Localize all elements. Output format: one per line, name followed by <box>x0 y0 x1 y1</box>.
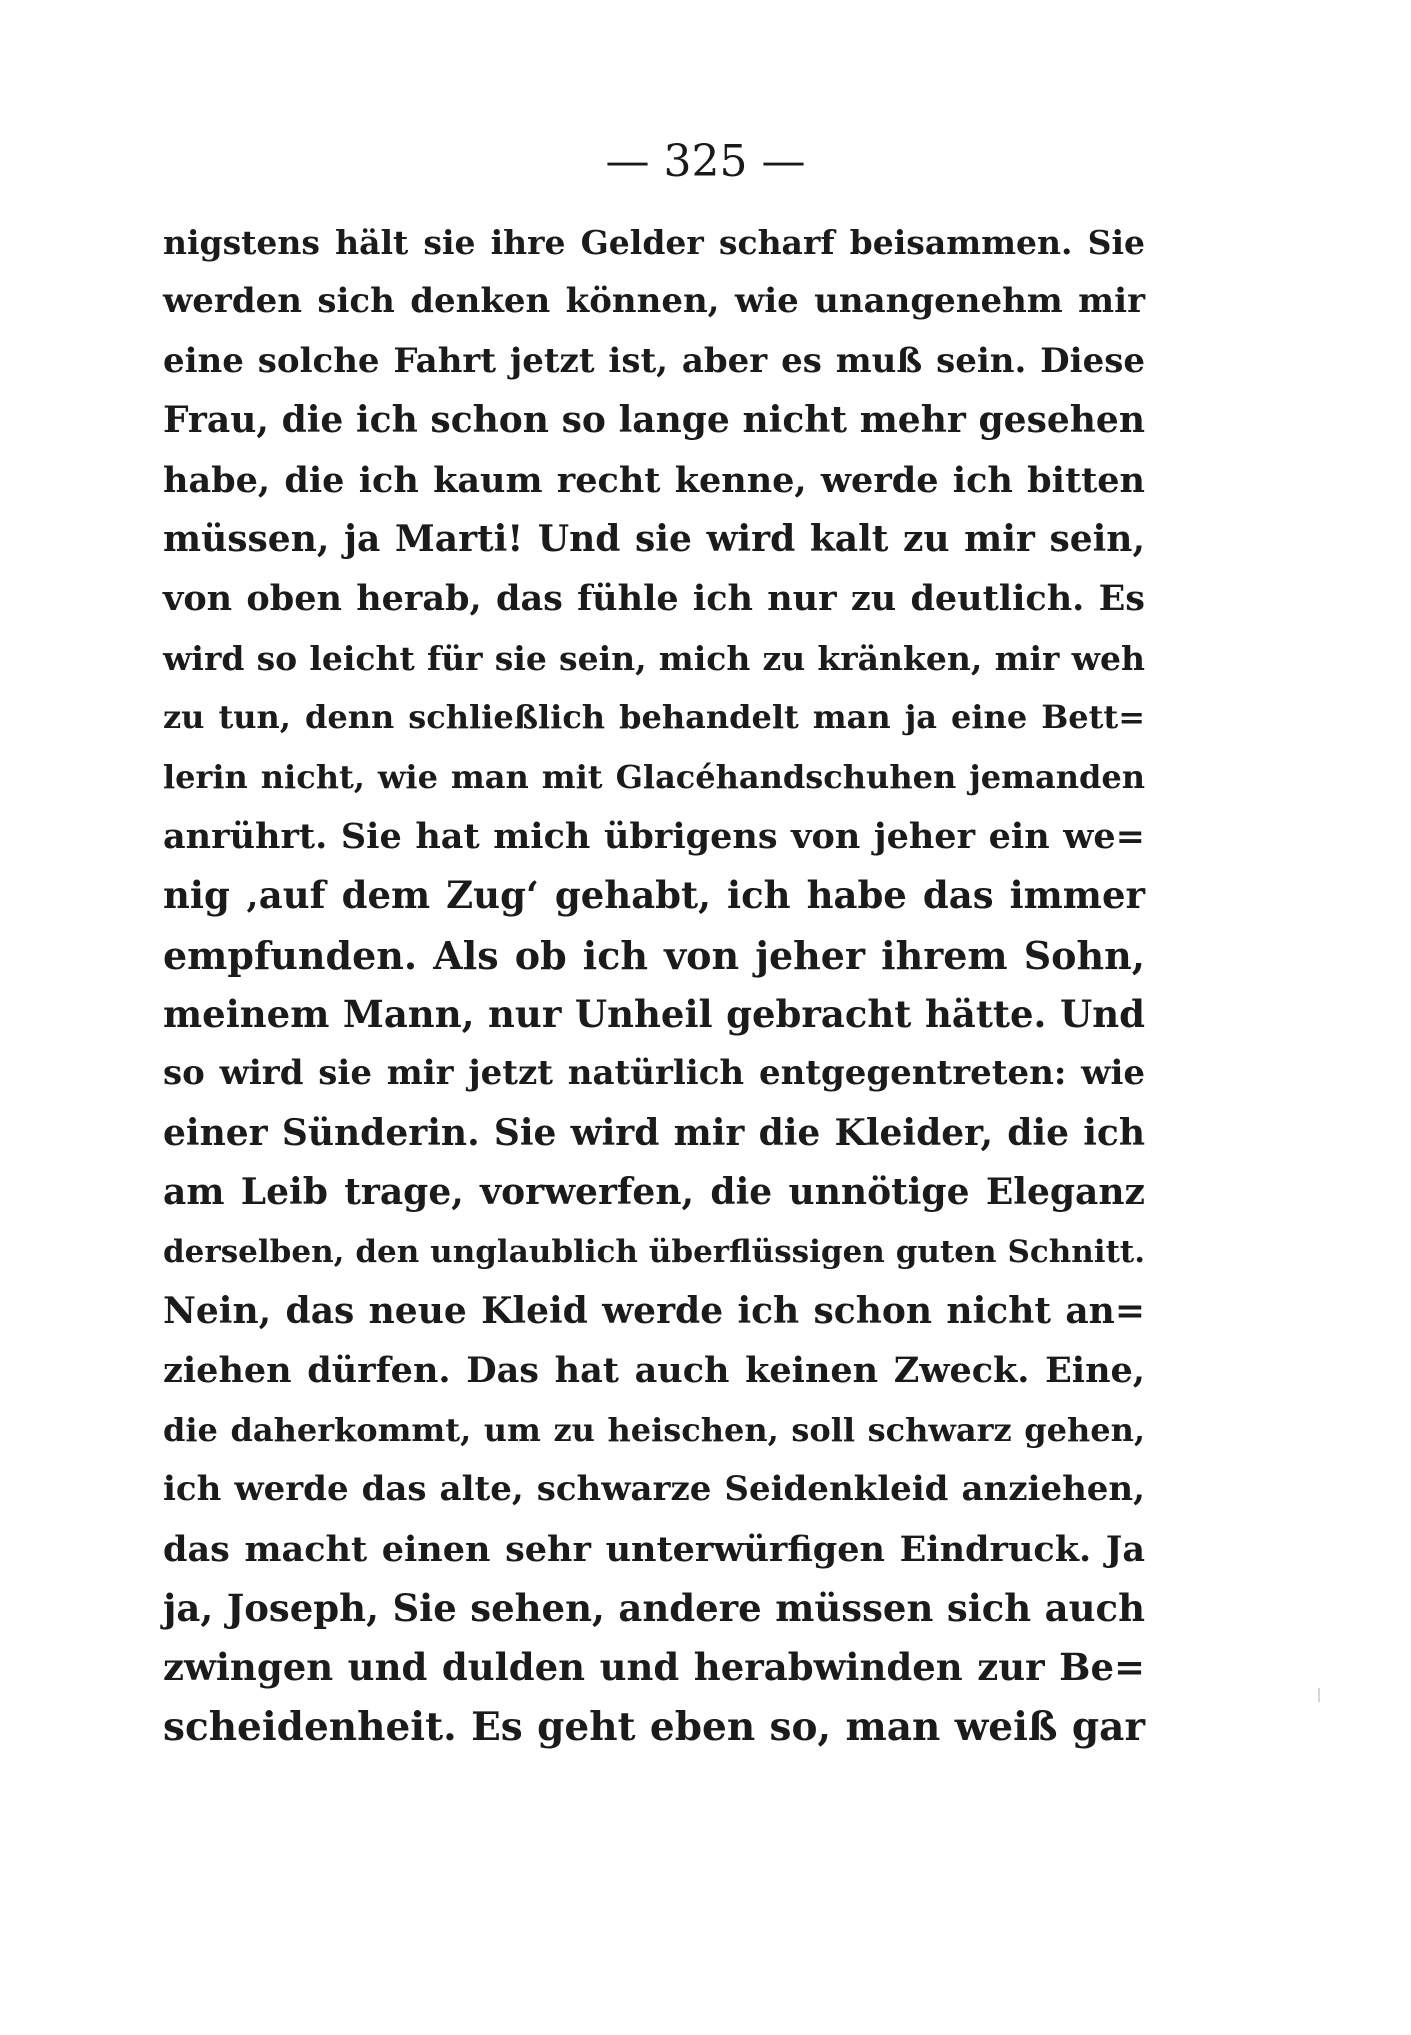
text-line: nig ‚auf dem Zug‘ gehabt, ich habe das immer <box>163 873 1145 918</box>
text-line: scheidenheit. Es geht eben so, man weiß gar <box>163 1703 1145 1750</box>
text-line: ich werde das alte, schwarze Seidenkleid anziehen, <box>163 1469 1145 1510</box>
text-line: anrührt. Sie hat mich übrigens von jeher ein we= <box>163 815 1145 857</box>
text-line: die daherkommt, um zu heischen, soll schwarz gehen, <box>163 1410 1145 1449</box>
text-line: wird so leicht für sie sein, mich zu kränken, mir weh <box>163 638 1145 678</box>
text-line: von oben herab, das fühle ich nur zu deutlich. Es <box>163 578 1145 620</box>
body-text <box>163 213 1145 1757</box>
text-line: eine solche Fahrt jetzt ist, aber es muß sein. Diese <box>163 340 1145 381</box>
text-line: zu tun, denn schließlich behandelt man ja eine Bett= <box>163 698 1145 737</box>
text-line: das macht einen sehr unterwürfigen Eindruck. Ja <box>163 1528 1145 1570</box>
text-line: derselben, den unglaublich überflüssigen guten Schnitt. <box>163 1233 1145 1270</box>
text-line: ja, Joseph, Sie sehen, andere müssen sich auch <box>163 1585 1145 1630</box>
text-line: am Leib trage, vorwerfen, die unnötige Eleganz <box>163 1171 1145 1214</box>
text-line: so wird sie mir jetzt natürlich entgegentreten: wie <box>163 1053 1145 1094</box>
text-line: meinem Mann, nur Unheil gebracht hätte. Und <box>163 992 1145 1037</box>
text-line: zwingen und dulden und herabwinden zur Be= <box>163 1645 1145 1690</box>
text-line: Frau, die ich schon so lange nicht mehr gesehen <box>163 399 1145 442</box>
text-line: lerin nicht, wie man mit Glacéhandschuhen jemanden <box>163 757 1145 796</box>
text-line: nigstens hält sie ihre Gelder scharf beisammen. Sie <box>163 223 1145 262</box>
text-line: einer Sünderin. Sie wird mir die Kleider, die ich <box>163 1111 1145 1154</box>
text-line: müssen, ja Marti! Und sie wird kalt zu mir sein, <box>163 517 1145 560</box>
scan-speck <box>1318 1688 1320 1702</box>
text-line: werden sich denken können, wie unangenehm mir <box>163 281 1145 322</box>
text-line: Nein, das neue Kleid werde ich schon nicht an= <box>163 1290 1145 1333</box>
text-line: habe, die ich kaum recht kenne, werde ich bitten <box>163 459 1145 501</box>
text-line: empfunden. Als ob ich von jeher ihrem Sohn, <box>163 932 1145 978</box>
page-number: — 325 — <box>605 136 806 187</box>
text-line: ziehen dürfen. Das hat auch keinen Zweck. Eine, <box>163 1350 1145 1392</box>
